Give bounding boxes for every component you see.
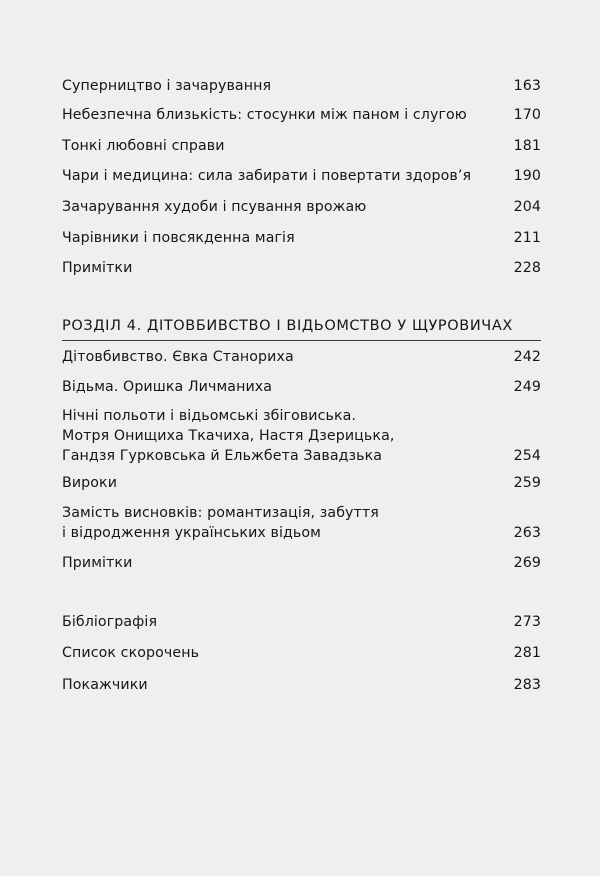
toc-entry xyxy=(62,675,541,695)
toc-entry-page: 269 xyxy=(513,555,541,571)
toc-section-1 xyxy=(62,258,541,278)
toc-section-1 xyxy=(62,228,541,248)
toc-entry-title: Примітки xyxy=(62,260,133,276)
toc-entry-page: 259 xyxy=(513,475,541,491)
toc-entry xyxy=(62,347,541,367)
toc-entry-page: 281 xyxy=(513,645,541,661)
chapter-heading xyxy=(62,316,541,336)
toc-back-matter xyxy=(62,675,541,695)
chapter-heading-text: РОЗДІЛ 4. ДІТОВБИВСТВО І ВІДЬОМСТВО У ЩУРОВИЧАХ xyxy=(62,318,513,334)
chapter-heading-rule xyxy=(62,340,541,341)
toc-section-1 xyxy=(62,105,541,125)
toc-entry xyxy=(62,105,541,125)
toc-section-1 xyxy=(62,76,541,96)
toc-entry xyxy=(62,377,541,397)
toc-entry-page: 190 xyxy=(513,168,541,184)
toc-entry-title: Список скорочень xyxy=(62,645,200,661)
toc-entry-page: 181 xyxy=(513,138,541,154)
toc-entry-title: Нічні польоти і відьомські збіговиська. Мотря Онищиха Ткачиха, Настя Дзерицька, Гандзя Гурковська й Ельжбета Завадзька xyxy=(62,408,395,464)
toc-entry-page: 242 xyxy=(513,349,541,365)
toc-entry xyxy=(62,166,541,186)
toc-entry-page: 249 xyxy=(513,379,541,395)
toc-entry-title: Тонкі любовні справи xyxy=(62,138,225,154)
toc-entry-title: Покажчики xyxy=(62,677,148,693)
toc-entry-title: Зачарування худоби і псування врожаю xyxy=(62,199,367,215)
toc-entry xyxy=(62,612,541,632)
toc-entry-title: Небезпечна близькість: стосунки між паном і слугою xyxy=(62,107,467,123)
toc-entry xyxy=(62,643,541,663)
toc-entry-title: Вироки xyxy=(62,475,118,491)
toc-entry-title: Чарівники і повсякденна магія xyxy=(62,230,295,246)
toc-entry-page: 273 xyxy=(513,614,541,630)
toc-entry xyxy=(62,553,541,573)
toc-entry xyxy=(62,197,541,217)
toc-entry-title: Суперництво і зачарування xyxy=(62,78,272,94)
toc-entry-page: 170 xyxy=(513,107,541,123)
toc-entry-title: Замість висновків: романтизація, забуття і відродження українських відьом xyxy=(62,505,379,541)
toc-entry-title: Бібліографія xyxy=(62,614,158,630)
toc-section-1 xyxy=(62,197,541,217)
toc-entry-page: 283 xyxy=(513,677,541,693)
toc-entry-page: 211 xyxy=(513,230,541,246)
toc-entry xyxy=(62,473,541,493)
toc-entry-title: Дітовбивство. Євка Станориха xyxy=(62,349,294,365)
toc-entry-title: Чари і медицина: сила забирати і повертати здоров’я xyxy=(62,168,472,184)
toc-entry xyxy=(62,503,541,543)
toc-chapter-4 xyxy=(62,553,541,573)
toc-entry-page: 163 xyxy=(513,78,541,94)
toc-entry xyxy=(62,76,541,96)
toc-entry-page: 254 xyxy=(513,448,541,464)
toc-back-matter xyxy=(62,612,541,632)
toc-entry-page: 204 xyxy=(513,199,541,215)
toc-entry-title: Примітки xyxy=(62,555,133,571)
toc-chapter-4 xyxy=(62,473,541,493)
toc-entry-title: Відьма. Оришка Личманиха xyxy=(62,379,273,395)
toc-entry-page: 228 xyxy=(513,260,541,276)
toc-back-matter xyxy=(62,643,541,663)
toc-section-1 xyxy=(62,166,541,186)
toc-entry-page: 263 xyxy=(513,525,541,541)
toc-chapter-4 xyxy=(62,377,541,397)
toc-entry xyxy=(62,258,541,278)
toc-entry xyxy=(62,406,541,466)
toc-section-1 xyxy=(62,136,541,156)
toc-chapter-4 xyxy=(62,503,541,543)
toc-chapter-4 xyxy=(62,347,541,367)
toc-entry xyxy=(62,136,541,156)
toc-entry xyxy=(62,228,541,248)
toc-chapter-4 xyxy=(62,406,541,466)
